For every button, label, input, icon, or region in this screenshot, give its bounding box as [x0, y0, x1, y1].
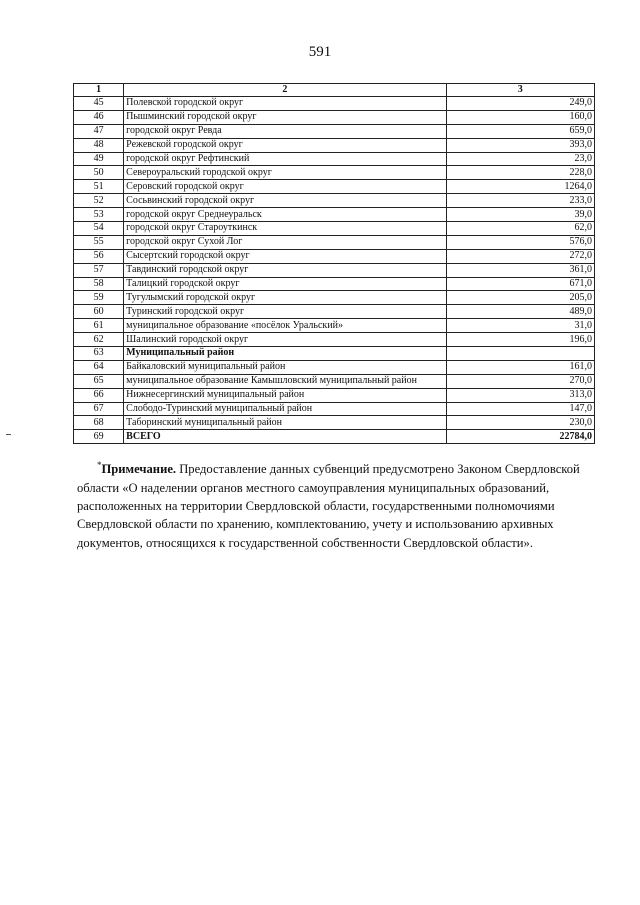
row-value-cell: 489,0	[446, 305, 594, 319]
row-number-cell: 65	[74, 374, 124, 388]
row-number-cell: 59	[74, 291, 124, 305]
table-row	[74, 347, 595, 361]
row-value-cell	[446, 347, 594, 361]
row-value-cell: 272,0	[446, 249, 594, 263]
row-value-cell: 196,0	[446, 333, 594, 347]
row-value-cell: 31,0	[446, 319, 594, 333]
column-header-1: 1	[74, 84, 124, 97]
table-row	[74, 124, 595, 138]
row-number-cell: 69	[74, 430, 124, 444]
row-number-cell: 66	[74, 388, 124, 402]
row-name-cell: городской округ Среднеуральск	[124, 208, 446, 222]
table-row	[74, 180, 595, 194]
row-number-cell: 58	[74, 277, 124, 291]
row-number-cell: 49	[74, 152, 124, 166]
row-name-cell: Муниципальный район	[124, 347, 446, 361]
table-row	[74, 291, 595, 305]
row-value-cell: 671,0	[446, 277, 594, 291]
row-value-cell: 230,0	[446, 416, 594, 430]
row-name-cell: Нижнесергинский муниципальный район	[124, 388, 446, 402]
row-number-cell: 46	[74, 110, 124, 124]
row-number-cell: 54	[74, 222, 124, 236]
row-value-cell: 22784,0	[446, 430, 594, 444]
table-row	[74, 249, 595, 263]
row-value-cell: 249,0	[446, 97, 594, 111]
row-name-cell: Тавдинский городской округ	[124, 263, 446, 277]
row-number-cell: 45	[74, 97, 124, 111]
row-value-cell: 161,0	[446, 360, 594, 374]
row-value-cell: 270,0	[446, 374, 594, 388]
row-value-cell: 659,0	[446, 124, 594, 138]
table-row	[74, 110, 595, 124]
row-value-cell: 62,0	[446, 222, 594, 236]
row-value-cell: 361,0	[446, 263, 594, 277]
margin-mark	[6, 434, 11, 435]
row-name-cell: муниципальное образование «посёлок Уральский»	[124, 319, 446, 333]
row-value-cell: 205,0	[446, 291, 594, 305]
footnote-mark: *	[97, 460, 102, 470]
row-name-cell: Талицкий городской округ	[124, 277, 446, 291]
footnote-label: Примечание.	[101, 462, 177, 477]
table-row	[74, 166, 595, 180]
table-row	[74, 333, 595, 347]
row-value-cell: 576,0	[446, 235, 594, 249]
footnote-text: Предоставление данных субвенций предусмотрено Законом Свердловской области «О наделении органов местного самоуправления муниципальных образований, расположенных на территории Свердловской области, государственными полномочиями Свердловской области по хранению, комплектованию, учету и использованию архивных документов, относящихся к государственной собственности Свердловской области».	[77, 462, 580, 550]
row-name-cell: Сосьвинский городской округ	[124, 194, 446, 208]
row-number-cell: 57	[74, 263, 124, 277]
row-value-cell: 313,0	[446, 388, 594, 402]
row-name-cell: Шалинский городской округ	[124, 333, 446, 347]
column-header-3: 3	[446, 84, 594, 97]
row-number-cell: 55	[74, 235, 124, 249]
table-row	[74, 305, 595, 319]
row-name-cell: городской округ Рефтинский	[124, 152, 446, 166]
row-number-cell: 52	[74, 194, 124, 208]
row-number-cell: 68	[74, 416, 124, 430]
row-number-cell: 48	[74, 138, 124, 152]
table-row	[74, 374, 595, 388]
row-name-cell: городской округ Сухой Лог	[124, 235, 446, 249]
row-number-cell: 50	[74, 166, 124, 180]
row-number-cell: 56	[74, 249, 124, 263]
table-row	[74, 277, 595, 291]
row-name-cell: Североуральский городской округ	[124, 166, 446, 180]
table-row	[74, 360, 595, 374]
row-name-cell: Тугулымский городской округ	[124, 291, 446, 305]
table-row	[74, 194, 595, 208]
row-name-cell: Пышминский городской округ	[124, 110, 446, 124]
table-row	[74, 152, 595, 166]
table-row	[74, 402, 595, 416]
table-row	[74, 430, 595, 444]
footnote	[77, 456, 592, 552]
table-row	[74, 222, 595, 236]
row-name-cell: Серовский городской округ	[124, 180, 446, 194]
table-row	[74, 319, 595, 333]
row-value-cell: 160,0	[446, 110, 594, 124]
row-number-cell: 60	[74, 305, 124, 319]
row-name-cell: ВСЕГО	[124, 430, 446, 444]
row-name-cell: Сысертский городской округ	[124, 249, 446, 263]
row-number-cell: 51	[74, 180, 124, 194]
row-name-cell: городской округ Ревда	[124, 124, 446, 138]
row-value-cell: 23,0	[446, 152, 594, 166]
row-number-cell: 53	[74, 208, 124, 222]
table-row	[74, 97, 595, 111]
subvention-table	[73, 83, 595, 444]
table-row	[74, 263, 595, 277]
row-name-cell: Слободо-Туринский муниципальный район	[124, 402, 446, 416]
row-value-cell: 39,0	[446, 208, 594, 222]
table-row	[74, 235, 595, 249]
row-number-cell: 47	[74, 124, 124, 138]
row-value-cell: 1264,0	[446, 180, 594, 194]
table-row	[74, 416, 595, 430]
row-number-cell: 64	[74, 360, 124, 374]
row-number-cell: 63	[74, 347, 124, 361]
column-header-2: 2	[124, 84, 446, 97]
row-value-cell: 393,0	[446, 138, 594, 152]
table-row	[74, 388, 595, 402]
row-value-cell: 233,0	[446, 194, 594, 208]
table-header-row	[74, 84, 595, 97]
row-value-cell: 147,0	[446, 402, 594, 416]
row-name-cell: Режевской городской округ	[124, 138, 446, 152]
row-name-cell: Туринский городской округ	[124, 305, 446, 319]
row-name-cell: Таборинский муниципальный район	[124, 416, 446, 430]
row-number-cell: 67	[74, 402, 124, 416]
row-number-cell: 62	[74, 333, 124, 347]
row-name-cell: Полевской городской округ	[124, 97, 446, 111]
row-value-cell: 228,0	[446, 166, 594, 180]
page-number: 591	[308, 44, 332, 60]
row-number-cell: 61	[74, 319, 124, 333]
row-name-cell: муниципальное образование Камышловский муниципальный район	[124, 374, 446, 388]
row-name-cell: городской округ Староуткинск	[124, 222, 446, 236]
table-row	[74, 208, 595, 222]
table-row	[74, 138, 595, 152]
row-name-cell: Байкаловский муниципальный район	[124, 360, 446, 374]
